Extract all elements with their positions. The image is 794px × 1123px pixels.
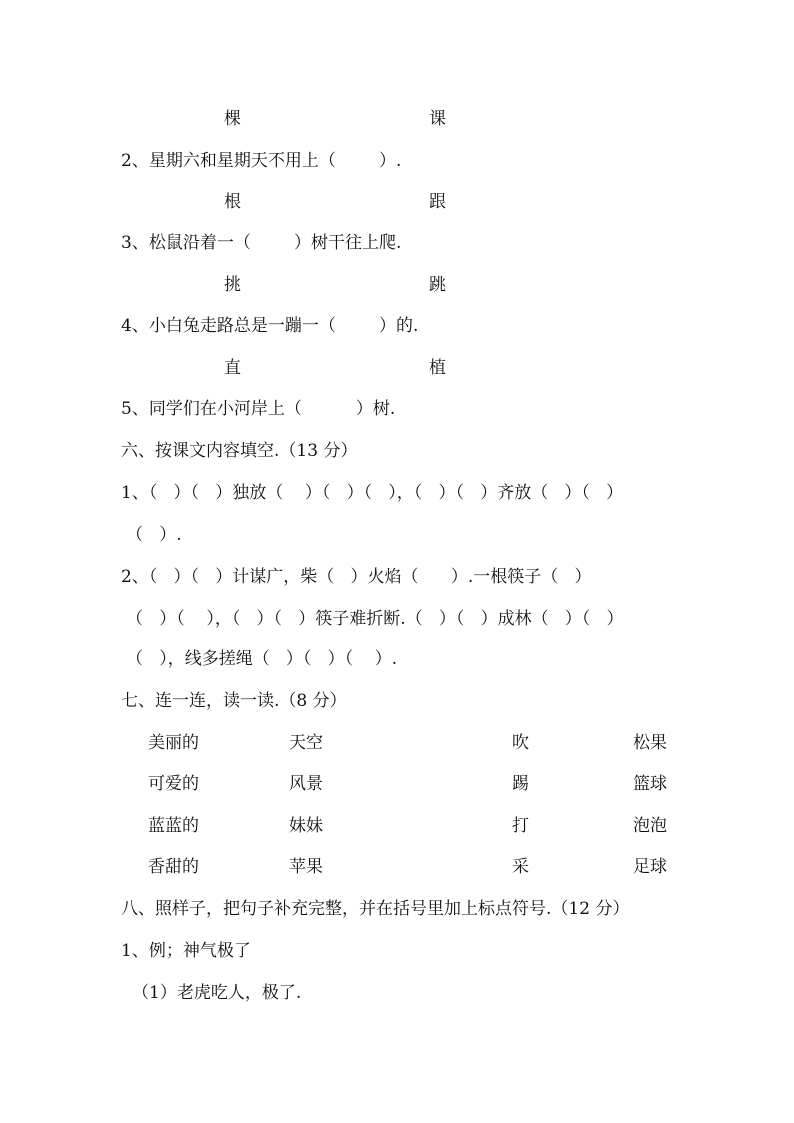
match-verb: 踢 — [512, 774, 529, 794]
section-6-line-2-end: （ ），线多搓绳（ ）（ ）（ ）. — [126, 649, 398, 669]
question-4: 4、小白兔走路总是一蹦一（ ）的. — [121, 316, 419, 336]
section-6-line-2-cont: （ ）（ ），（ ）（ ）筷子难折断.（ ）（ ）成林（ ）（ ） — [126, 609, 624, 629]
match-verb: 打 — [512, 816, 529, 836]
match-adjective: 美丽的 — [148, 733, 199, 753]
choice-right: 跳 — [429, 275, 446, 295]
question-2: 2、星期六和星期天不用上（ ）. — [121, 151, 402, 171]
choice-right: 跟 — [429, 192, 446, 212]
question-3: 3、松鼠沿着一（ ）树干往上爬. — [121, 233, 402, 253]
match-adjective: 可爱的 — [148, 774, 199, 794]
match-noun: 天空 — [289, 733, 323, 753]
match-noun: 苹果 — [289, 857, 323, 877]
choice-left: 挑 — [224, 275, 241, 295]
section-6-line-1: 1、（ ）（ ）独放（ ）（ ）（ ），（ ）（ ）齐放（ ）（ ） — [121, 483, 624, 503]
choice-left: 直 — [224, 358, 241, 378]
section-8-item-1: （1）老虎吃人，极了. — [132, 983, 302, 1003]
match-object: 足球 — [633, 857, 667, 877]
match-noun: 妹妹 — [289, 816, 323, 836]
choice-left: 根 — [224, 192, 241, 212]
section-6-title: 六、按课文内容填空.（13 分） — [121, 441, 358, 461]
choice-right: 课 — [429, 109, 446, 129]
section-7-title: 七、连一连，读一读.（8 分） — [121, 691, 347, 711]
match-object: 泡泡 — [633, 816, 667, 836]
section-6-line-2: 2、（ ）（ ）计谋广，柴（ ）火焰（ ）.一根筷子（ ） — [121, 567, 592, 587]
match-verb: 采 — [512, 857, 529, 877]
match-noun: 风景 — [289, 774, 323, 794]
choice-right: 植 — [429, 358, 446, 378]
match-object: 篮球 — [633, 774, 667, 794]
section-6-line-1-cont: （ ）. — [126, 525, 182, 545]
match-adjective: 香甜的 — [148, 857, 199, 877]
section-8-example: 1、例；神气极了 — [121, 941, 251, 961]
match-adjective: 蓝蓝的 — [148, 816, 199, 836]
section-8-title: 八、照样子，把句子补充完整，并在括号里加上标点符号.（12 分） — [121, 899, 630, 919]
match-verb: 吹 — [512, 733, 529, 753]
question-5: 5、同学们在小河岸上（ ）树. — [121, 399, 396, 419]
choice-left: 棵 — [224, 109, 241, 129]
match-object: 松果 — [633, 733, 667, 753]
